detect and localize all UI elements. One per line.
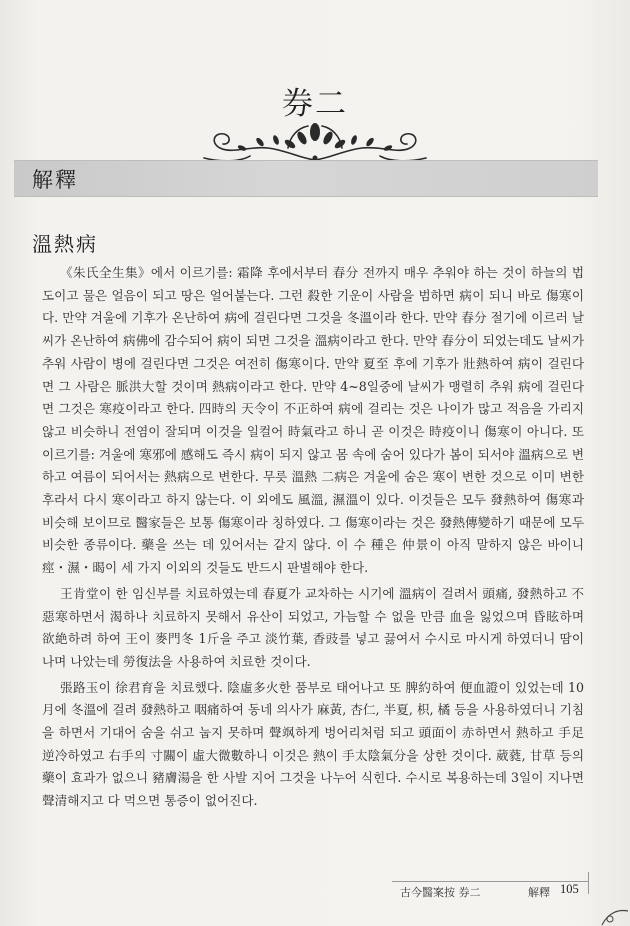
volume-title: 券二 [282, 86, 348, 122]
paragraph: 張路玉이 徐君育을 치료했다. 陰虛多火한 품부로 태어나고 또 脾約하여 便血證이 있었는데 10月에 冬溫에 걸려 發熱하고 咽痛하여 동네 의사가 麻黃, 杏仁, 半夏, 枳, 橘 등을 사용하였더니 기침을 하면서 기대어 숨을 쉬고 눕지 못하며 聲飒하게 벙어리처럼 되고 頭面이 赤하면서 熱하고 手足逆冷하였고 右手의 寸關이 虛大微數하니 이것은 熱이 手太陰氣分을 상한 것이다. 葳蕤, 甘草 등의 藥이 효과가 없으니 豬膚湯을 한 사발 지어 그것을 나누어 식힌다. 수시로 복용하는데 3일이 지나면 聲清해지고 다 먹으면 통증이 없어진다. [42, 679, 584, 809]
page-number: 105 [560, 882, 579, 896]
corner-ornament [600, 905, 630, 926]
paragraph: 《朱氏全生集》에서 이르기를: 霜降 후에서부터 春分 전까지 매우 추워야 하는 것이 하늘의 법도이고 물은 얼음이 되고 땅은 얼어붙는다. 그런 殺한 기운이 사람을 범하면 病이 되니 바로 傷寒이다. 만약 겨울에 기후가 온난하여 病에 걸린다면 그것을 冬溫이라 한다. 만약 春分 절기에 이르러 날씨가 온난하여 病佛에 감수되어 病이 되면 그것을 溫病이라고 한다. 만약 春分이 되었는데도 날씨가 추워 사람이 병에 걸린다면 그것은 여전히 傷寒이다. 만약 夏至 후에 기후가 壯熱하여 病이 걸린다면 그 사람은 脈洪大할 것이며 熱病이라고 한다. 만약 4~8일중에 날씨가 맹렬히 추워 病에 걸린다면 그것은 寒疫이라고 한다. 四時의 天令이 不正하여 病에 걸리는 것은 나이가 많고 적음을 가리지 않고 비슷하니 전염이 잘되며 이것을 일컬어 時氣라고 하니 곧 이것은 時疫이니 傷寒이 아니다. 또 이르기를: 겨울에 寒邪에 感해도 즉시 病이 되지 않고 몸 속에 숨어 있다가 봄이 되서야 溫病으로 변하고 여름이 되어서는 熱病으로 변한다. 무릇 溫熱 二病은 겨울에 숨은 寒이 변한 것으로 이미 변한 후라서 다시 寒이라고 하지 않는다. 이 외에도 風溫, 濕溫이 있다. 이것들은 모두 發熱하여 傷寒과 비슷해 보이므로 醫家들은 보통 傷寒이라 칭하였다. 그 傷寒이라는 것은 發熱傳變하기 때문에 모두 비슷한 종류이다. 藥을 쓰는 데 있어서는 같지 않다. 이 수 種은 仲景이 아직 말하지 않은 바이니 痙・濕・暍이 세 가지 이외의 것들도 반드시 판별해야 한다. [42, 265, 584, 576]
body-text [42, 262, 584, 813]
title-ornament [190, 118, 440, 166]
running-section: 解釋 [528, 886, 550, 899]
section-banner [14, 160, 598, 197]
footer-rule [392, 881, 588, 882]
running-head: 古今醫案按 券二 [400, 886, 481, 899]
subsection-title: 溫熱病 [32, 232, 98, 256]
section-banner-title: 解釋 [32, 168, 78, 192]
footer-divider [588, 872, 589, 894]
paragraph: 王肯堂이 한 임신부를 치료하였는데 春夏가 교차하는 시기에 溫病이 걸려서 頭痛, 發熱하고 不惡寒하면서 渴하나 치료하지 못해서 유산이 되었고, 가늠할 수 없을 만큼 血을 잃었으며 昏眩하며 欲絶하려 하여 王이 麥門冬 1斤을 주고 淡竹葉, 香豉를 넣고 끓여서 수시로 마시게 하였더니 땀이 나며 나았는데 勞復法을 사용하여 치료한 것이다. [42, 585, 584, 669]
